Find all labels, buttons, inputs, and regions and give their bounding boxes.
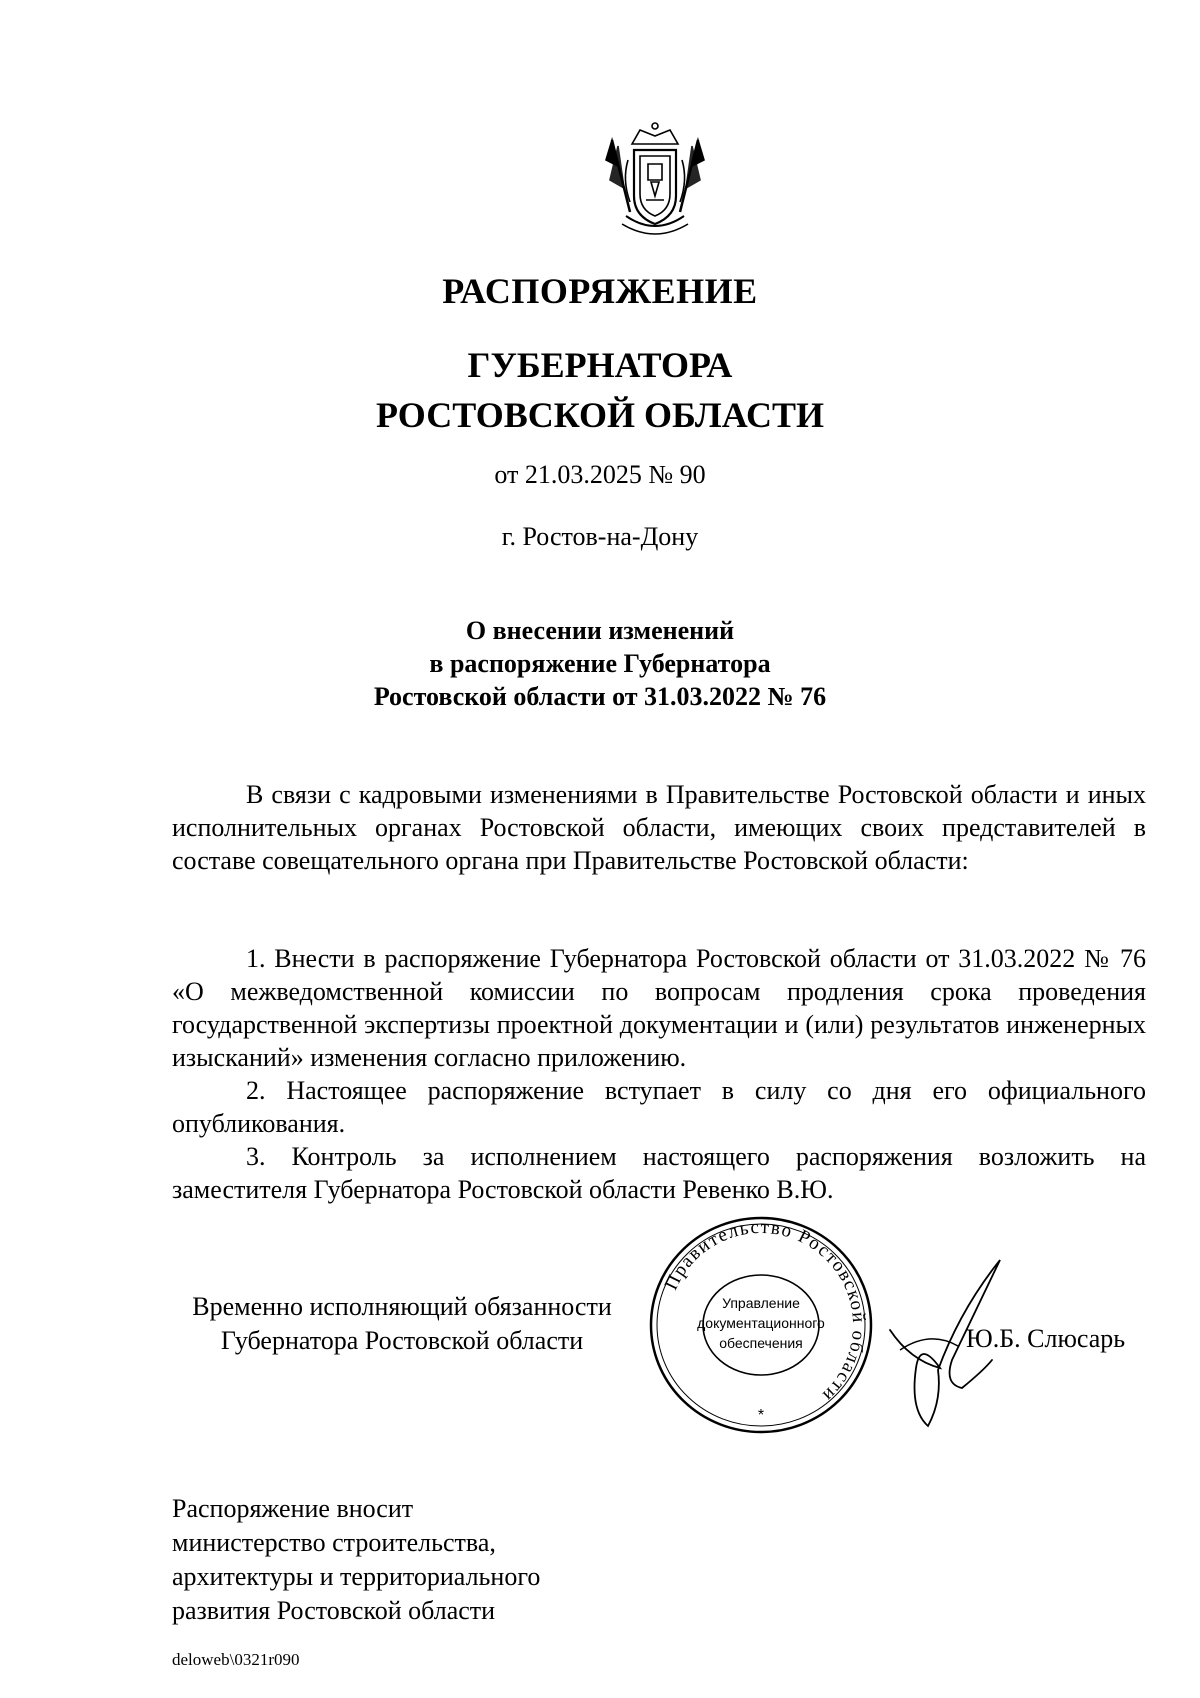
document-city: г. Ростов-на-Дону (501, 522, 699, 551)
order-item-1: 1. Внести в распоряжение Губернатора Ростовской области от 31.03.2022 № 76 «О межведомственной комиссии по вопросам продления срока проведения государственной экспертизы проектной документации и (или) результатов инженерных изысканий» изменения согласно приложению. (172, 944, 1146, 1072)
document-subject (0, 614, 1200, 713)
submitted-by-line-3: архитектуры и территориального (172, 1562, 541, 1591)
stamp-inner-line-1: Управление (722, 1295, 800, 1311)
signatory-position-line-2: Губернатора Ростовской области (220, 1326, 584, 1355)
stamp-star-icon: * (757, 1407, 765, 1424)
document-date-number: от 21.03.2025 № 90 (494, 460, 706, 489)
submitted-by-block (172, 1492, 540, 1628)
document-type-heading: РАСПОРЯЖЕНИЕ (442, 271, 758, 311)
issuer-heading (0, 340, 1200, 440)
coat-of-arms-icon (604, 120, 706, 242)
stamp-inner-line-3: обеспечения (719, 1335, 803, 1351)
signatory-position-line-1: Временно исполняющий обязанности (192, 1292, 612, 1321)
preamble-text: В связи с кадровыми изменениями в Правительстве Ростовской области и иных исполнительных органах Ростовской области, имеющих своих представителей в составе совещательного органа при Правительстве Ростовской области: (172, 780, 1146, 875)
submitted-by-line-2: министерство строительства, (172, 1528, 496, 1557)
order-item-2: 2. Настоящее распоряжение вступает в силу со дня его официального опубликования. (172, 1076, 1146, 1138)
official-stamp (648, 1214, 874, 1436)
svg-text:Правительство Ростовской облас (661, 1217, 869, 1407)
subject-line-3: Ростовской области от 31.03.2022 № 76 (373, 682, 827, 711)
document-file-reference: deloweb\0321r090 (172, 1650, 300, 1669)
subject-line-2: в распоряжение Губернатора (429, 649, 771, 678)
subject-line-1: О внесении изменений (465, 616, 735, 645)
stamp-outer-text: Правительство Ростовской области (660, 1216, 870, 1407)
signatory-position (172, 1290, 632, 1358)
submitted-by-line-1: Распоряжение вносит (172, 1494, 414, 1523)
preamble-paragraph (172, 778, 1146, 877)
issuer-line-2: РОСТОВСКОЙ ОБЛАСТИ (376, 395, 824, 435)
submitted-by-line-4: развития Ростовской области (172, 1596, 496, 1625)
stamp-inner-line-2: документационного (697, 1315, 825, 1331)
order-item-3: 3. Контроль за исполнением настоящего распоряжения возложить на заместителя Губернатора Ростовской области Ревенко В.Ю. (172, 1142, 1146, 1204)
issuer-line-1: ГУБЕРНАТОРА (467, 345, 733, 385)
order-items (172, 942, 1146, 1206)
signatory-name: Ю.Б. Слюсарь (966, 1324, 1126, 1353)
